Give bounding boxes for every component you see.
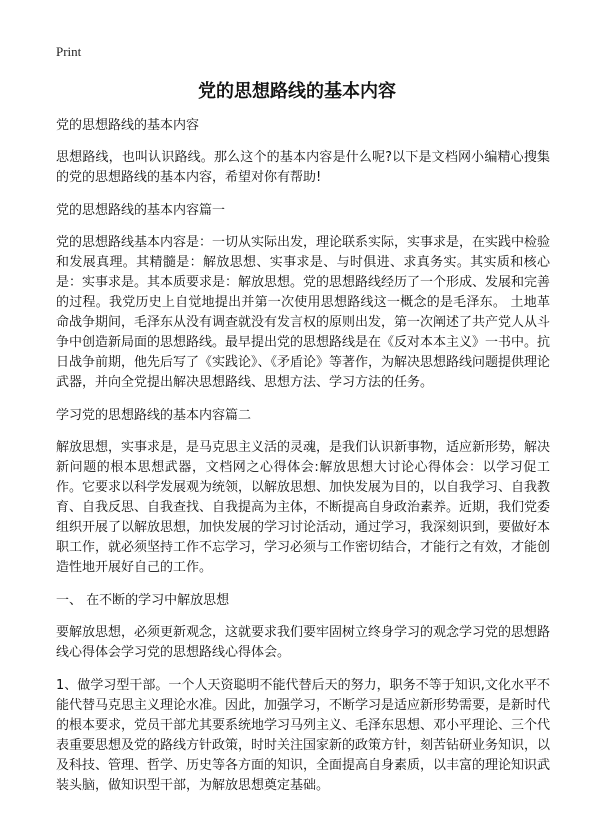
print-label: Print (56, 44, 82, 59)
section-heading: 一、 在不断的学习中解放思想 (56, 593, 230, 608)
paragraph: 思想路线，也叫认识路线。那么这个的基本内容是什么呢?以下是文档网小编精心搜集的党的思想路线的基本内容，希望对你有帮助! (56, 150, 550, 185)
paragraph: 要解放思想，必须更新观念，这就要求我们要牢固树立终身学习的观念学习党的思想路线心得体会学习党的思想路线心得体会。 (56, 625, 551, 660)
paragraph: 党的思想路线基本内容是：一切从实际出发，理论联系实际，实事求是，在实践中检验和发展真理。其精髓是：解放思想、实事求是、与时俱进、求真务实。其实质和核心是：实事求是。其本质要求是：解放思想。党的思想路线经历了一个形成、发展和完善的过程。我党历史上自觉地提出并第一次使用思想路线这一概念的是毛泽东。 土地革命战争期间，毛泽东从没有调查就没有发言权的原则出发，第一次阐述了共产党人从斗争中创造新局面的思想路线。最早提出党的思想路线是在《反对本本主义》一书中。抗日战争前期，他先后写了《实践论》、《矛盾论》等著作，为解决思想路线问题提供理论武器，并向全党提出解决思想路线、思想方法、学习方法的任务。 (56, 235, 551, 390)
paragraph: 解放思想，实事求是，是马克思主义活的灵魂，是我们认识新事物，适应新形势，解决新问题的根本思想武器，文档网之心得体会:解放思想大讨论心得体会：以学习促工作。它要求以科学发展观为统领，以解放思想、加快发展为目的，以自我学习、自我教育、自我反思、自我查找、自我提高为主体，不断提高自身政治素养。近期，我们党委组织开展了以解放思想，加快发展的学习讨论活动，通过学习，我深刻识到，要做好本职工作，就必须坚持工作不忘学习，学习必须与工作密切结合，才能行之有效，才能创造性地开展好自己的工作。 (56, 440, 551, 575)
section-heading: 党的思想路线的基本内容篇一 (56, 203, 226, 218)
paragraph: 1、做学习型干部。一个人天资聪明不能代替后天的努力，职务不等于知识,文化水平不能代替马克思主义理论水准。因此，加强学习，不断学习是适应新形势需要，是新时代的根本要求，党员干部尤其要系统地学习马列主义、毛泽东思想、邓小平理论、三个代表重要思想及党的路线方针政策，时时关注国家新的政策方针，刻苦钻研业务知识，以及科技、管理、哲学、历史等各方面的知识，全面提高自身素质，以丰富的理论知识武装头脑，做知识型干部，为解放思想奠定基础。 (56, 678, 551, 793)
document-title: 党的思想路线的基本内容 (198, 81, 396, 102)
section-heading: 学习党的思想路线的基本内容篇二 (56, 408, 252, 423)
section-heading: 党的思想路线的基本内容 (56, 118, 200, 133)
